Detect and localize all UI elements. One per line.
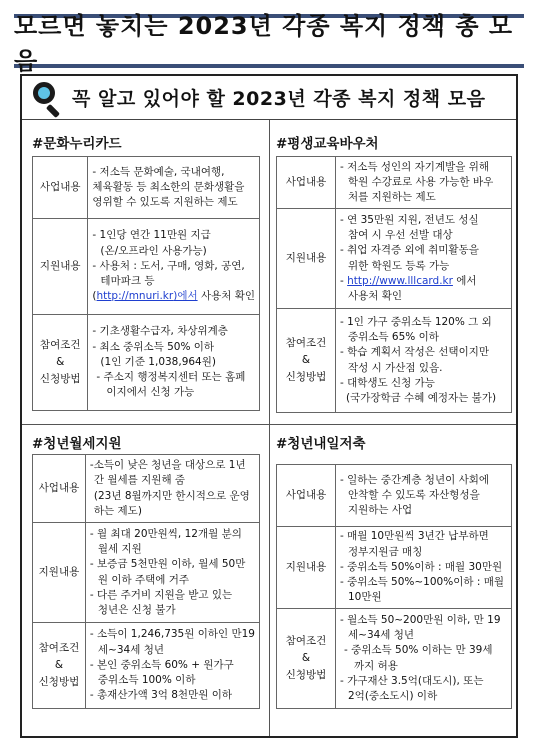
row-content: - 연 35만원 지원, 전년도 성실 참여 시 우선 선발 대상 - 취업 자격증 외에 취미활동을 위한 학원도 등록 가능 - http://www.lllcard.kr 에서 사용처 확인 — [336, 209, 512, 309]
row-label: 사업내용 — [277, 465, 336, 527]
lllcard-link[interactable]: http://www.lllcard.kr — [347, 274, 453, 287]
table-row — [277, 209, 512, 309]
section-title-culture-card: #문화누리카드 — [32, 136, 122, 152]
row-label: 지원내용 — [33, 219, 88, 315]
section-title-youth-rent: #청년월세지원 — [32, 436, 122, 452]
row-content: - 일하는 중간계층 청년이 사회에 안착할 수 있도록 자산형성을 지원하는 사업 — [336, 465, 512, 527]
table-row — [33, 623, 260, 709]
page-title: 모르면 놓치는 2023년 각종 복지 정책 총 모음 — [14, 14, 524, 68]
row-label: 사업내용 — [277, 157, 336, 209]
row-content: - 저소득 문화예술, 국내여행, 체육활동 등 최소한의 문화생활을 영위할 수 있도록 지원하는 제도 — [88, 157, 260, 219]
row-content: - 매월 10만원씩 3년간 납부하면 정부지원금 매칭 - 중위소득 50%이하 : 매월 30만원 - 중위소득 50%~100%이하 : 매월 10만원 — [336, 527, 512, 609]
table-row — [33, 157, 260, 219]
table-row — [33, 219, 260, 315]
row-content: - 소득이 1,246,735원 이하인 만19 세~34세 청년 - 본인 중위소득 60% + 원가구 중위소득 100% 이하 - 총재산가액 3억 8천만원 이하 — [85, 623, 259, 709]
policy-table-youth-savings — [276, 464, 512, 709]
row-content: - 1인당 연간 11만원 지급 (온/오프라인 사용가능) - 사용처 : 도서, 구매, 영화, 공연, 테마파크 등 (http://mnuri.kr)에서 사용처 확인 — [88, 219, 260, 315]
row-label: 지원내용 — [33, 523, 86, 623]
row-content: - 기초생활수급자, 차상위계층 - 최소 중위소득 50% 이하 (1인 기준 1,038,964원) - 주소지 행정복지센터 또는 홈페 이지에서 신청 가능 — [88, 315, 260, 411]
row-label: 참여조건 & 신청방법 — [277, 609, 336, 709]
section-title-education-voucher: #평생교육바우처 — [276, 136, 379, 152]
row-content: - 1인 가구 중위소득 120% 그 외 중위소득 65% 이하 - 학습 계획서 작성은 선택이지만 작성 시 가산점 있음. - 대학생도 신청 가능 (국가장학금 수혜 예정자는 불가) — [336, 309, 512, 413]
row-label: 지원내용 — [277, 527, 336, 609]
section-title-youth-savings: #청년내일저축 — [276, 436, 366, 452]
table-row — [33, 523, 260, 623]
policy-table-youth-rent — [32, 454, 260, 709]
frame-header — [22, 76, 516, 120]
row-label: 참여조건 & 신청방법 — [33, 315, 88, 411]
content-frame — [20, 74, 518, 738]
table-row — [33, 455, 260, 523]
frame-header-text: 꼭 알고 있어야 할 2023년 각종 복지 정책 모음 — [72, 88, 486, 110]
row-content: - 저소득 성인의 자기계발을 위해 학원 수강료로 사용 가능한 바우 처를 지원하는 제도 — [336, 157, 512, 209]
magnifier-icon — [30, 79, 68, 117]
policy-table-culture-card — [32, 156, 260, 411]
row-label: 사업내용 — [33, 157, 88, 219]
policy-table-education-voucher — [276, 156, 512, 413]
table-row — [277, 465, 512, 527]
row-content: -소득이 낮은 청년을 대상으로 1년 간 월세를 지원해 줌 (23년 8월까지만 한시적으로 운영 하는 제도) — [85, 455, 259, 523]
row-content: - 월 최대 20만원씩, 12개월 분의 월세 지원 - 보증금 5천만원 이하, 월세 50만 원 이하 주택에 거주 - 다른 주거비 지원을 받고 있는 청년은 신청 불가 — [85, 523, 259, 623]
table-row — [277, 527, 512, 609]
row-label: 사업내용 — [33, 455, 86, 523]
row-content: - 월소득 50~200만원 이하, 만 19 세~34세 청년 - 중위소득 50% 이하는 만 39세 까지 허용 - 가구재산 3.5억(대도시), 또는 2억(중소도시) 이하 — [336, 609, 512, 709]
row-label: 지원내용 — [277, 209, 336, 309]
row-label: 참여조건 & 신청방법 — [277, 309, 336, 413]
row-label: 참여조건 & 신청방법 — [33, 623, 86, 709]
table-row — [277, 609, 512, 709]
row-divider — [22, 424, 516, 425]
table-row — [33, 315, 260, 411]
column-divider — [269, 120, 270, 736]
table-row — [277, 309, 512, 413]
table-row — [277, 157, 512, 209]
mnuri-link[interactable]: http://mnuri.kr — [96, 290, 174, 303]
